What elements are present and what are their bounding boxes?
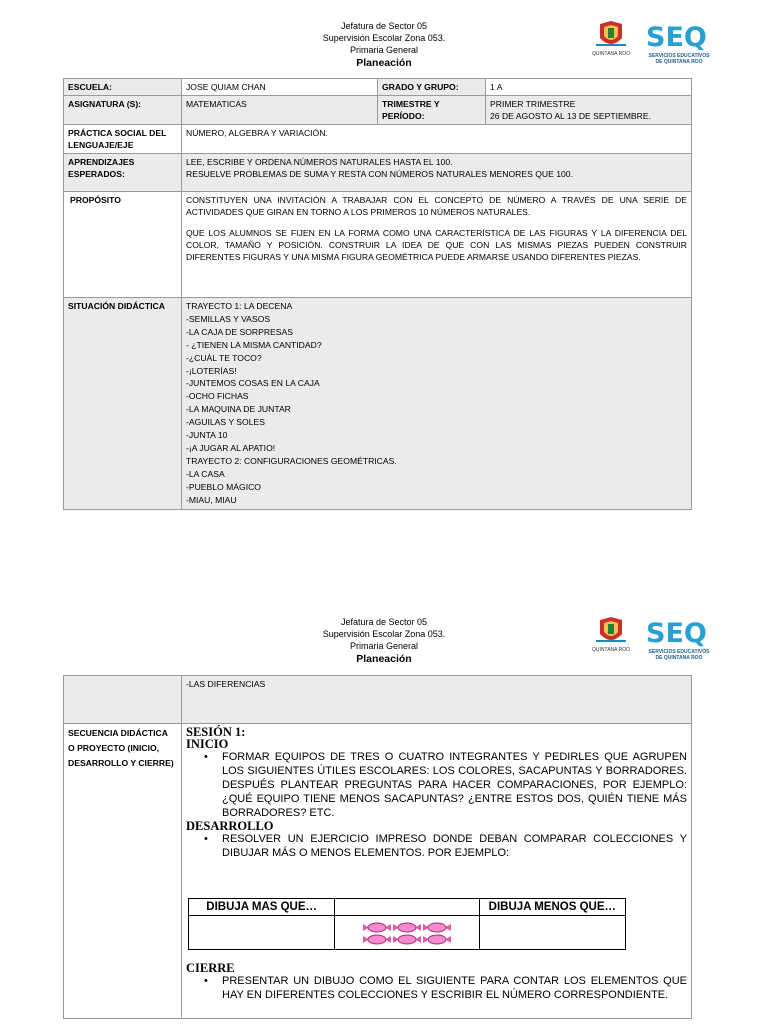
dibuja-mas-header: DIBUJA MAS QUE… bbox=[189, 899, 335, 916]
row-situacion bbox=[64, 298, 692, 510]
aprendizajes-label-1: APRENDIZAJES bbox=[68, 157, 135, 167]
seq-subtitle-b bbox=[640, 649, 718, 661]
situacion-item: -PUEBLO MÁGICO bbox=[186, 481, 261, 492]
trimestre-label bbox=[378, 96, 486, 125]
continuacion-value: -LAS DIFERENCIAS bbox=[182, 676, 692, 724]
practica-value: NÚMERO, ALGEBRA Y VARIACIÓN. bbox=[182, 125, 692, 154]
candy-row-2 bbox=[337, 933, 476, 946]
proposito-label: PROPÓSITO bbox=[64, 192, 182, 298]
header-line3: Primaria General bbox=[349, 45, 419, 55]
candy-icon bbox=[363, 934, 391, 945]
escuela-value: JOSE QUIAM CHAN bbox=[182, 79, 378, 96]
seq-logo-2 bbox=[640, 618, 718, 662]
candy-icon bbox=[363, 922, 391, 933]
header-line1-2: Jefatura de Sector 05 bbox=[340, 617, 428, 627]
page-title-2: Planeación bbox=[356, 653, 412, 665]
row-secuencia bbox=[64, 724, 692, 1019]
situacion-item: -JUNTEMOS COSAS EN LA CAJA bbox=[186, 378, 320, 389]
situacion-item: -¡A JUGAR AL APATIO! bbox=[186, 442, 276, 453]
candy-row-1 bbox=[337, 920, 476, 933]
dibuja-menos-header: DIBUJA MENOS QUE… bbox=[479, 899, 625, 916]
sesion-heading: SESIÓN 1: bbox=[186, 725, 246, 739]
quintana-roo-shield-icon bbox=[586, 20, 636, 51]
secuencia-label-3: DESARROLLO Y CIERRE) bbox=[68, 758, 174, 768]
row-continuacion bbox=[64, 676, 692, 724]
seq-subtitle-1: SERVICIOS EDUCATIVOS bbox=[648, 53, 710, 59]
trimestre-value bbox=[486, 96, 692, 125]
situacion-item: TRAYECTO 1: LA DECENA bbox=[186, 301, 293, 311]
header-text bbox=[234, 20, 534, 70]
proposito-value bbox=[182, 192, 692, 298]
candy-icon bbox=[393, 922, 421, 933]
inicio-heading: INICIO bbox=[186, 737, 229, 751]
seq-subtitle-1b: SERVICIOS EDUCATIVOS bbox=[648, 649, 710, 655]
candy-icon bbox=[393, 934, 421, 945]
candy-icon bbox=[423, 934, 451, 945]
planeacion-table-page1 bbox=[63, 78, 692, 510]
situacion-item: -JUNTA 10 bbox=[186, 430, 228, 441]
escuela-label: ESCUELA: bbox=[64, 79, 182, 96]
header-line2: Supervisión Escolar Zona 053. bbox=[322, 33, 446, 43]
proposito-paragraph-1: CONSTITUYEN UNA INVITACIÓN A TRABAJAR CON EL CONCEPTO DE NÚMERO A TRAVÉS DE UNA SERIE DE ACTIVIDADES QUE GIRAN EN TORNO A LOS PRIMEROS 10 NÚMEROS NATURALES. bbox=[186, 195, 687, 217]
seq-subtitle bbox=[640, 53, 718, 65]
situacion-label: SITUACIÓN DIDÁCTICA bbox=[64, 298, 182, 510]
situacion-item: -¿CUÁL TE TOCO? bbox=[186, 352, 262, 363]
seq-wordmark-2: SEQ bbox=[646, 618, 707, 649]
situacion-item: -SEMILLAS Y VASOS bbox=[186, 313, 271, 324]
asignatura-label: ASIGNATURA (S): bbox=[64, 96, 182, 125]
inicio-bullet: • FORMAR EQUIPOS DE TRES O CUATRO INTEGRANTES Y PEDIRLES QUE AGRUPEN LOS SIGUIENTES ÚTILES ESCOLARES: LOS COLORES, SACAPUNTAS Y BORRADORES. DESPUÉS PLANTEAR PREGUNTAS PARA HACER COMPARACIONES, POR EJEMPLO: ¿QUÉ EQUIPO TIENE MENOS SACAPUNTAS? ¿ENTRE ESTOS DOS, QUIÉN TIENE MÁS BORRADORES? ETC. bbox=[186, 750, 687, 820]
practica-label-2: LENGUAJE/EJE bbox=[68, 140, 134, 150]
secuencia-label-1: SECUENCIA DIDÁCTICA bbox=[68, 728, 168, 738]
practica-label bbox=[64, 125, 182, 154]
header-line2-2: Supervisión Escolar Zona 053. bbox=[322, 629, 446, 639]
row-practica bbox=[64, 125, 692, 154]
spacer-2 bbox=[186, 950, 687, 962]
seq-logo bbox=[640, 22, 718, 66]
row-escuela bbox=[64, 79, 692, 96]
situacion-item: -AGUILAS Y SOLES bbox=[186, 417, 265, 428]
situacion-item: -¡LOTERÍAS! bbox=[186, 365, 237, 376]
desarrollo-bullet: • RESOLVER UN EJERCICIO IMPRESO DONDE DEBAN COMPARAR COLECCIONES Y DIBUJAR MÁS O MENOS ELEMENTOS. POR EJEMPLO: bbox=[186, 832, 687, 860]
practica-label-1: PRÁCTICA SOCIAL DEL bbox=[68, 128, 167, 138]
candy-icon bbox=[423, 922, 451, 933]
quintana-roo-caption: QUINTANA ROO bbox=[592, 51, 630, 57]
header-text-2 bbox=[234, 616, 534, 666]
situacion-item: -OCHO FICHAS bbox=[186, 391, 249, 402]
seq-subtitle-2: DE QUINTANA ROO bbox=[655, 59, 703, 65]
secuencia-label-2: O PROYECTO (INICIO, bbox=[68, 743, 160, 753]
quintana-roo-shield-icon bbox=[586, 616, 636, 647]
trimestre-value-2: 26 DE AGOSTO AL 13 DE SEPTIEMBRE. bbox=[490, 111, 651, 121]
desarrollo-heading: DESARROLLO bbox=[186, 819, 274, 833]
situacion-item: -LA MAQUINA DE JUNTAR bbox=[186, 404, 291, 415]
situacion-list bbox=[186, 300, 687, 507]
proposito-paragraph-2: QUE LOS ALUMNOS SE FIJEN EN LA FORMA COMO UNA CARACTERÍSTICA DE LAS FIGURAS Y LA DIFERENCIA DEL COLOR, TAMAÑO Y POSICIÓN. CONSTRUIR LA IDEA DE QUE CON LAS MISMAS PIEZAS PUEDEN CONSTRUIR DIFERENTES FIGURAS Y UNA MISMA FIGURA GEOMÉTRICA PUEDE ARMARSE USANDO DIFERENTES PIEZAS. bbox=[186, 228, 687, 262]
aprendizajes-value bbox=[182, 154, 692, 192]
secuencia-content bbox=[182, 724, 692, 1019]
row-aprendizajes bbox=[64, 154, 692, 192]
secuencia-label bbox=[64, 724, 182, 1019]
header-line3-2: Primaria General bbox=[349, 641, 419, 651]
aprendizaje-2: RESUELVE PROBLEMAS DE SUMA Y RESTA CON NÚMEROS NATURALES MENORES QUE 100. bbox=[186, 169, 573, 179]
seq-subtitle-2b: DE QUINTANA ROO bbox=[655, 655, 703, 661]
seq-wordmark: SEQ bbox=[646, 22, 707, 53]
header-line1: Jefatura de Sector 05 bbox=[340, 21, 428, 31]
dibuja-menos-cell bbox=[479, 916, 625, 950]
grado-value: 1 A bbox=[486, 79, 692, 96]
cierre-bullet: • PRESENTAR UN DIBUJO COMO EL SIGUIENTE PARA CONTAR LOS ELEMENTOS QUE HAY EN DIFERENTES COLECCIONES Y ESCRIBIR EL NÚMERO CORRESPONDIENTE. bbox=[186, 974, 687, 1002]
trimestre-value-1: PRIMER TRIMESTRE bbox=[490, 99, 576, 109]
situacion-value bbox=[182, 298, 692, 510]
grado-label: GRADO Y GRUPO: bbox=[378, 79, 486, 96]
trimestre-label-2: PERÍODO: bbox=[382, 111, 425, 121]
row-proposito bbox=[64, 192, 692, 298]
continuacion-label bbox=[64, 676, 182, 724]
spacer bbox=[186, 860, 687, 898]
dibuja-mas-cell bbox=[189, 916, 335, 950]
quintana-roo-logo bbox=[586, 20, 636, 64]
dibuja-exercise-table bbox=[188, 898, 626, 950]
quintana-roo-logo-2 bbox=[586, 616, 636, 660]
situacion-item: - ¿TIENEN LA MISMA CANTIDAD? bbox=[186, 339, 322, 350]
planeacion-table-page2 bbox=[63, 675, 692, 1019]
asignatura-value: MATEMATICAS bbox=[182, 96, 378, 125]
trimestre-label-1: TRIMESTRE Y bbox=[382, 99, 440, 109]
situacion-item: -LA CASA bbox=[186, 468, 225, 479]
cierre-heading: CIERRE bbox=[186, 961, 235, 975]
situacion-item: -MIAU, MIAU bbox=[186, 494, 237, 505]
aprendizajes-label-2: ESPERADOS: bbox=[68, 169, 125, 179]
page-title: Planeación bbox=[356, 57, 412, 69]
aprendizajes-label bbox=[64, 154, 182, 192]
candy-cell bbox=[335, 916, 479, 950]
situacion-item: -LA CAJA DE SORPRESAS bbox=[186, 326, 293, 337]
aprendizaje-1: LEE, ESCRIBE Y ORDENA NÚMEROS NATURALES HASTA EL 100. bbox=[186, 157, 453, 167]
row-asignatura bbox=[64, 96, 692, 125]
quintana-roo-caption-2: QUINTANA ROO bbox=[592, 647, 630, 653]
situacion-item: TRAYECTO 2: CONFIGURACIONES GEOMÉTRICAS. bbox=[186, 455, 397, 466]
candy-header-cell bbox=[335, 899, 479, 916]
